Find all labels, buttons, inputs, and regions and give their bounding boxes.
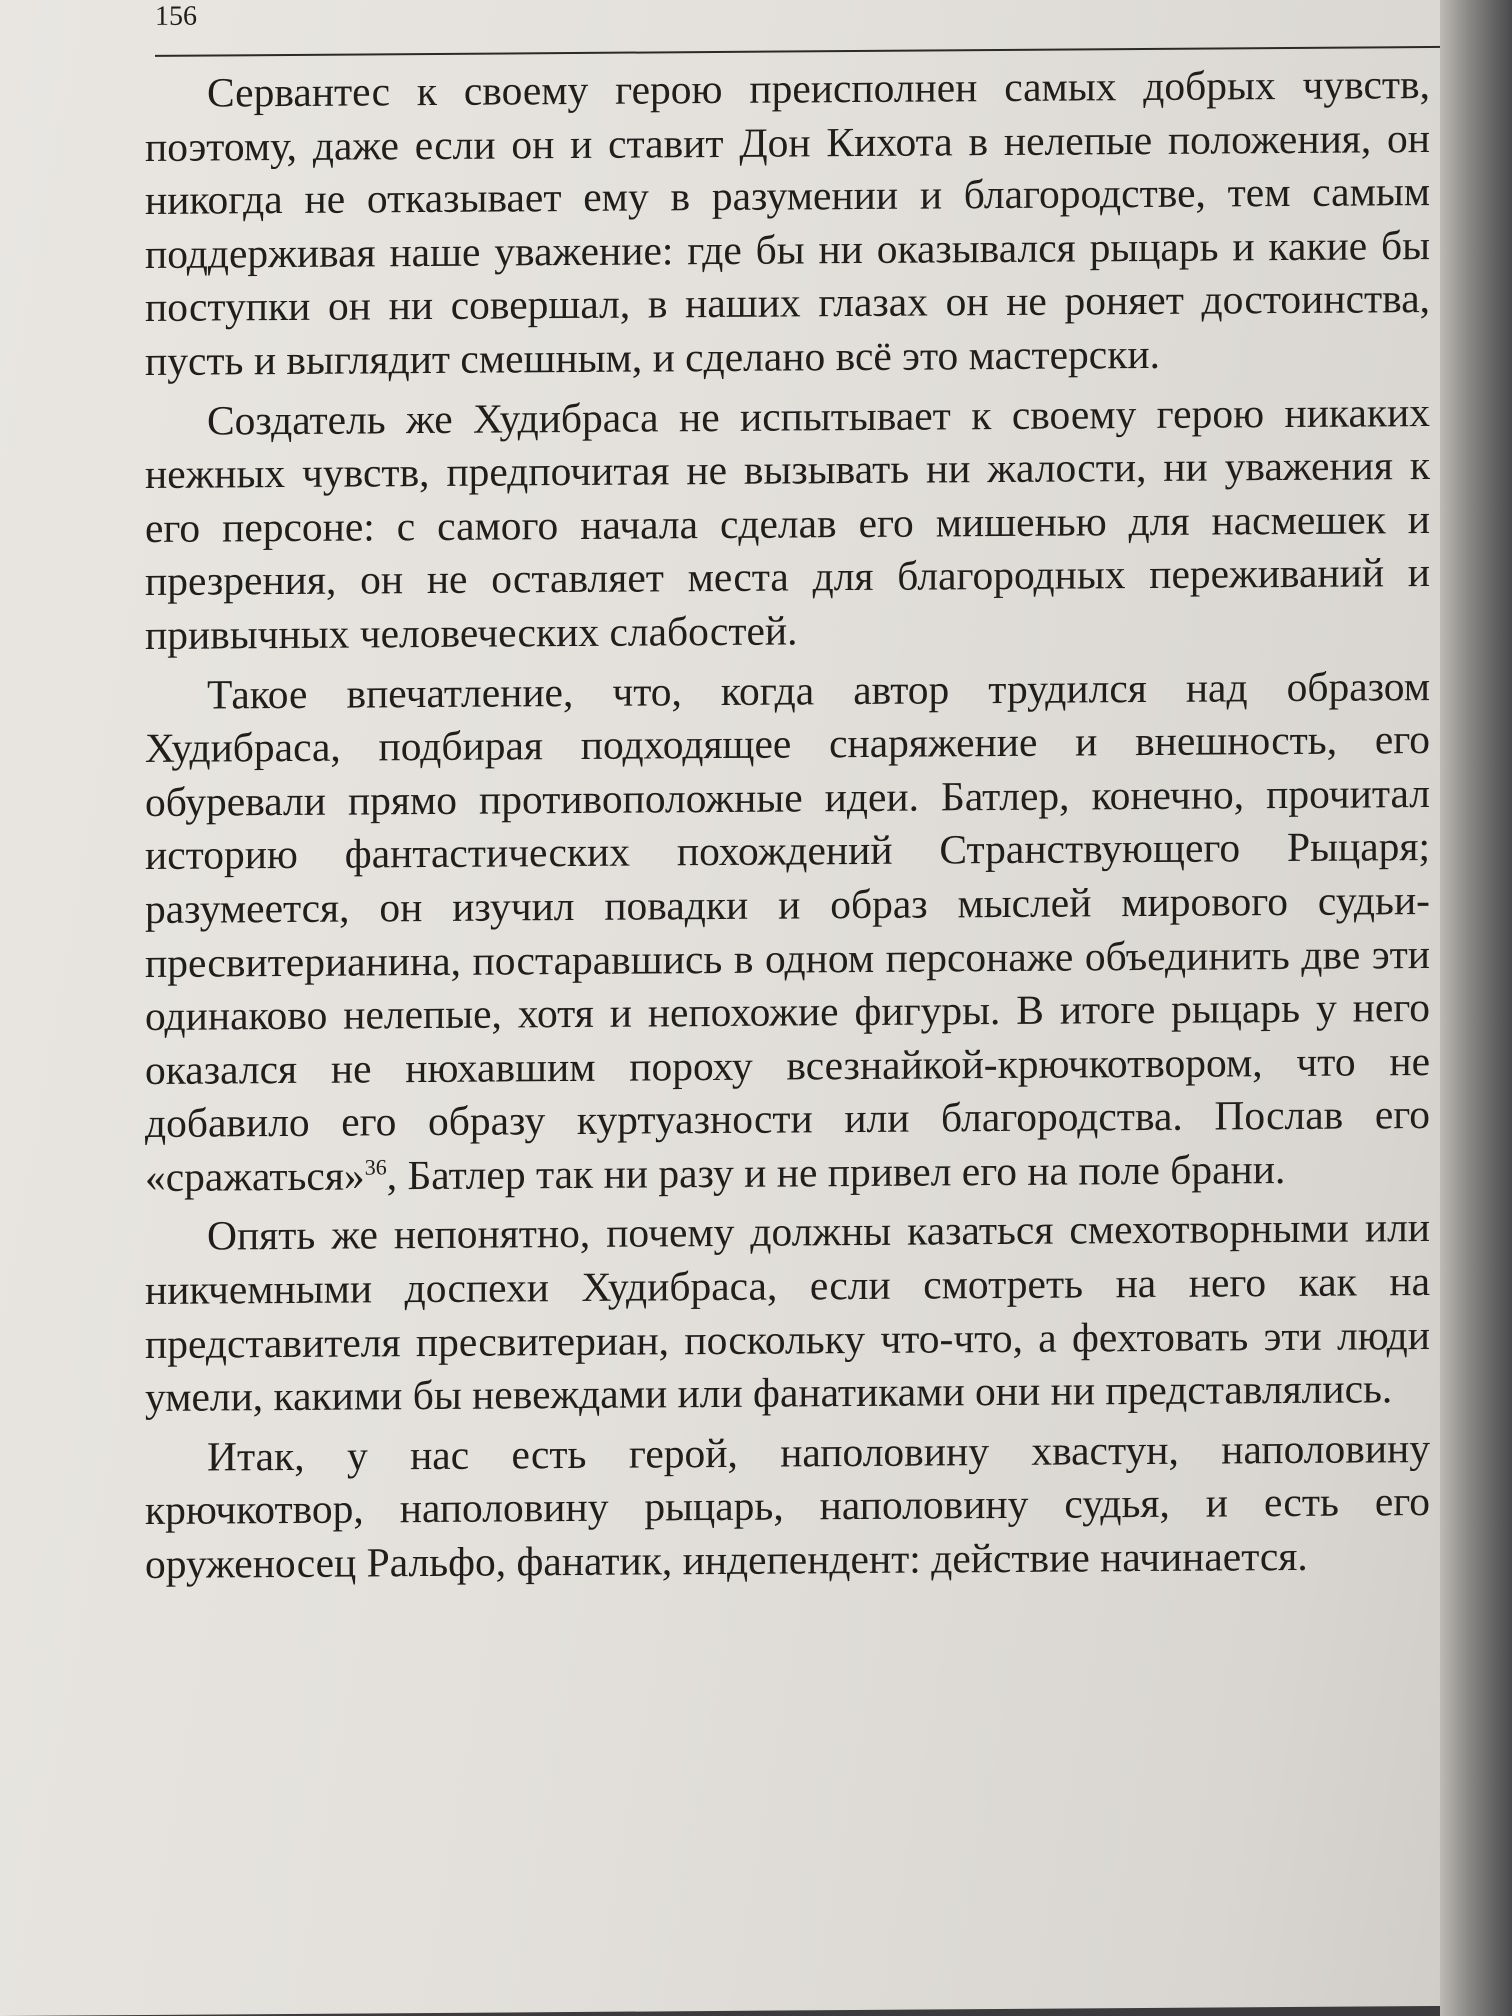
paragraph: Создатель же Худибраса не испытывает к своему герою никаких нежных чувств, предпочитая не вызывать ни жалости, ни уважения к его персоне: с самого начала сделав его мишенью для насмешек и презрения, он не оставляет места для благородных переживаний и привычных человеческих слабостей. [145, 388, 1430, 658]
paragraph: Итак, у нас есть герой, наполовину хвастун, наполовину крючкотвор, наполовину рыцарь, наполовину судья, и есть его оруженосец Ральфо, фанатик, индепендент: действие начинается. [145, 1424, 1430, 1588]
paragraph: Опять же непонятно, почему должны казаться смехотворными или никчемными доспехи Худибраса, если смотреть на него как на представителя пресвитериан, поскольку что-что, а фехтовать эти люди умели, какими бы невеждами или фанатиками они ни представлялись. [145, 1204, 1430, 1421]
running-head [155, 0, 1445, 57]
page-number: 156 [155, 0, 197, 32]
paragraph-text: Такое впечатление, что, когда автор трудился над образом Худибраса, подбирая подходящее снаряжение и внешность, его обуревали прямо противоположные идеи. Батлер, конечно, прочитал историю фантастических похождений Странствующего Рыцаря; разумеется, он изучил повадки и образ мыслей мирового судьи-пресвитерианина, постаравшись в одном персонаже объединить две эти одинаково нелепые, хотя и непохожие фигуры. В итоге рыцарь у него оказался не нюхавшим пороху всезнайкой-крючкотвором, что не добавило его образу куртуазности или благородства. Послав его «сражаться» [145, 662, 1430, 1200]
body-text [145, 58, 1430, 1598]
paragraph-text: , Батлер так ни разу и не привел его на поле брани. [386, 1145, 1286, 1199]
paragraph [145, 660, 1430, 1205]
paragraph: Сервантес к своему герою преисполнен самых добрых чувств, поэтому, даже если он и ставит Дон Кихота в нелепые положения, он никогда не отказывает ему в разумении и благородстве, тем самым поддерживая наше уважение: где бы ни оказывался рыцарь и какие бы поступки он ни совершал, в наших глазах он не роняет достоинства, пусть и выглядит смешным, и сделано всё это мастерски. [145, 61, 1430, 384]
footnote-marker[interactable]: 36 [364, 1154, 387, 1180]
page-edge [1440, 0, 1512, 2016]
